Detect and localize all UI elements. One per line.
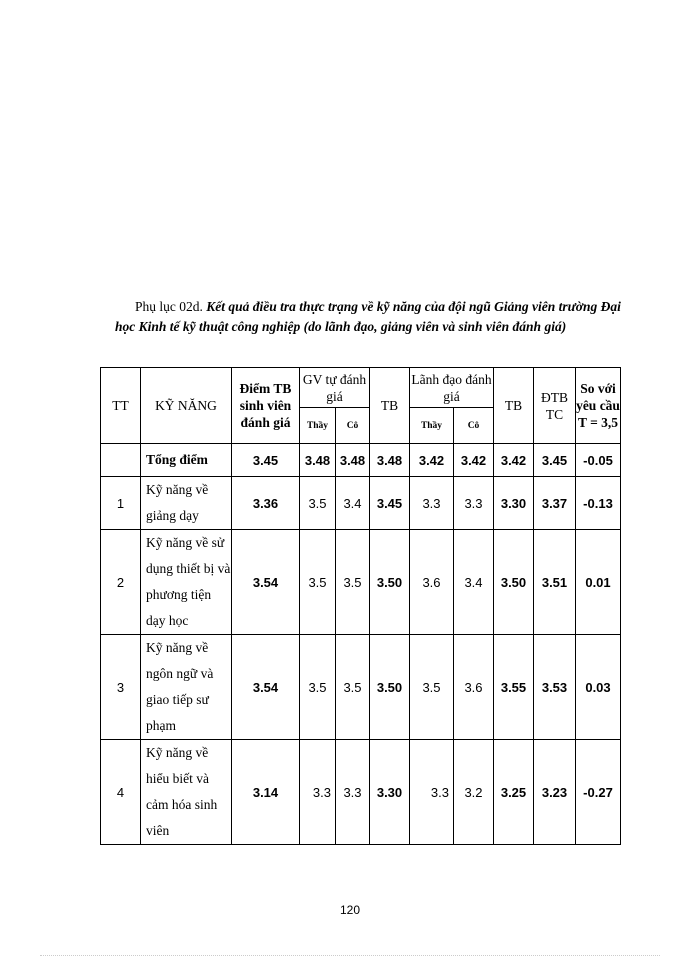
header-skill: KỸ NĂNG	[141, 368, 232, 444]
caption-title: Kết quả điều tra thực trạng về kỹ năng của đội ngũ Giảng viên trường Đại học Kinh tế kỹ thuật công nghiệp (do lãnh đạo, giảng viên và sinh viên đánh giá)	[115, 299, 621, 334]
row-tb2: 3.42	[494, 444, 534, 477]
caption-prefix: Phụ lục 02d.	[135, 299, 203, 314]
row-dtb: 3.53	[534, 635, 576, 740]
header-tb1: TB	[370, 368, 410, 444]
row-gv-thay: 3.48	[300, 444, 336, 477]
table-row	[101, 477, 621, 530]
row-gv-thay: 3.3	[300, 740, 336, 845]
row-diff: -0.13	[576, 477, 621, 530]
row-ld-co: 3.3	[454, 477, 494, 530]
row-gv-co: 3.5	[336, 635, 370, 740]
row-ld-thay: 3.3	[410, 740, 454, 845]
header-gv-group: GV tự đánh giá	[300, 368, 370, 408]
row-diff: 0.01	[576, 530, 621, 635]
row-gv-thay: 3.5	[300, 477, 336, 530]
header-ld-group: Lãnh đạo đánh giá	[410, 368, 494, 408]
row-tb2: 3.25	[494, 740, 534, 845]
row-tb1: 3.45	[370, 477, 410, 530]
row-dtb: 3.45	[534, 444, 576, 477]
row-diff: -0.27	[576, 740, 621, 845]
row-sv: 3.36	[232, 477, 300, 530]
row-gv-thay: 3.5	[300, 530, 336, 635]
row-skill: Tổng điểm	[141, 444, 232, 477]
row-tt	[101, 444, 141, 477]
header-dtb: ĐTB TC	[534, 368, 576, 444]
row-gv-co: 3.48	[336, 444, 370, 477]
row-ld-co: 3.42	[454, 444, 494, 477]
header-ld-co: Cô	[454, 408, 494, 444]
table-row-total	[101, 444, 621, 477]
row-skill: Kỹ năng về sử dụng thiết bị và phương tiện dạy học	[141, 530, 232, 635]
table-row	[101, 530, 621, 635]
row-tb1: 3.30	[370, 740, 410, 845]
row-sv: 3.14	[232, 740, 300, 845]
row-gv-thay: 3.5	[300, 635, 336, 740]
row-tb2: 3.55	[494, 635, 534, 740]
header-tb2: TB	[494, 368, 534, 444]
row-diff: 0.03	[576, 635, 621, 740]
row-tb2: 3.30	[494, 477, 534, 530]
row-ld-thay: 3.3	[410, 477, 454, 530]
row-diff: -0.05	[576, 444, 621, 477]
row-skill: Kỹ năng về giảng dạy	[141, 477, 232, 530]
row-sv: 3.54	[232, 530, 300, 635]
table-caption	[115, 297, 635, 337]
row-dtb: 3.51	[534, 530, 576, 635]
header-tt: TT	[101, 368, 141, 444]
row-tt: 1	[101, 477, 141, 530]
row-ld-thay: 3.6	[410, 530, 454, 635]
table-row	[101, 635, 621, 740]
header-gv-co: Cô	[336, 408, 370, 444]
row-tb2: 3.50	[494, 530, 534, 635]
row-gv-co: 3.5	[336, 530, 370, 635]
row-tt: 4	[101, 740, 141, 845]
row-ld-co: 3.6	[454, 635, 494, 740]
header-gv-thay: Thầy	[300, 408, 336, 444]
row-ld-thay: 3.42	[410, 444, 454, 477]
row-ld-co: 3.4	[454, 530, 494, 635]
row-tb1: 3.48	[370, 444, 410, 477]
survey-results-table	[100, 367, 621, 845]
table-row	[101, 740, 621, 845]
header-compare: So với yêu cầu T = 3,5	[576, 368, 621, 444]
header-student-score: Điểm TB sinh viên đánh giá	[232, 368, 300, 444]
row-tt: 2	[101, 530, 141, 635]
row-skill: Kỹ năng về hiểu biết và cảm hóa sinh viên	[141, 740, 232, 845]
page-number: 120	[339, 903, 361, 917]
row-skill: Kỹ năng về ngôn ngữ và giao tiếp sư phạm	[141, 635, 232, 740]
row-sv: 3.54	[232, 635, 300, 740]
row-sv: 3.45	[232, 444, 300, 477]
header-ld-thay: Thầy	[410, 408, 454, 444]
row-tb1: 3.50	[370, 530, 410, 635]
row-tb1: 3.50	[370, 635, 410, 740]
row-tt: 3	[101, 635, 141, 740]
row-dtb: 3.37	[534, 477, 576, 530]
row-gv-co: 3.3	[336, 740, 370, 845]
row-gv-co: 3.4	[336, 477, 370, 530]
bottom-rule	[40, 955, 660, 956]
row-dtb: 3.23	[534, 740, 576, 845]
row-ld-thay: 3.5	[410, 635, 454, 740]
row-ld-co: 3.2	[454, 740, 494, 845]
